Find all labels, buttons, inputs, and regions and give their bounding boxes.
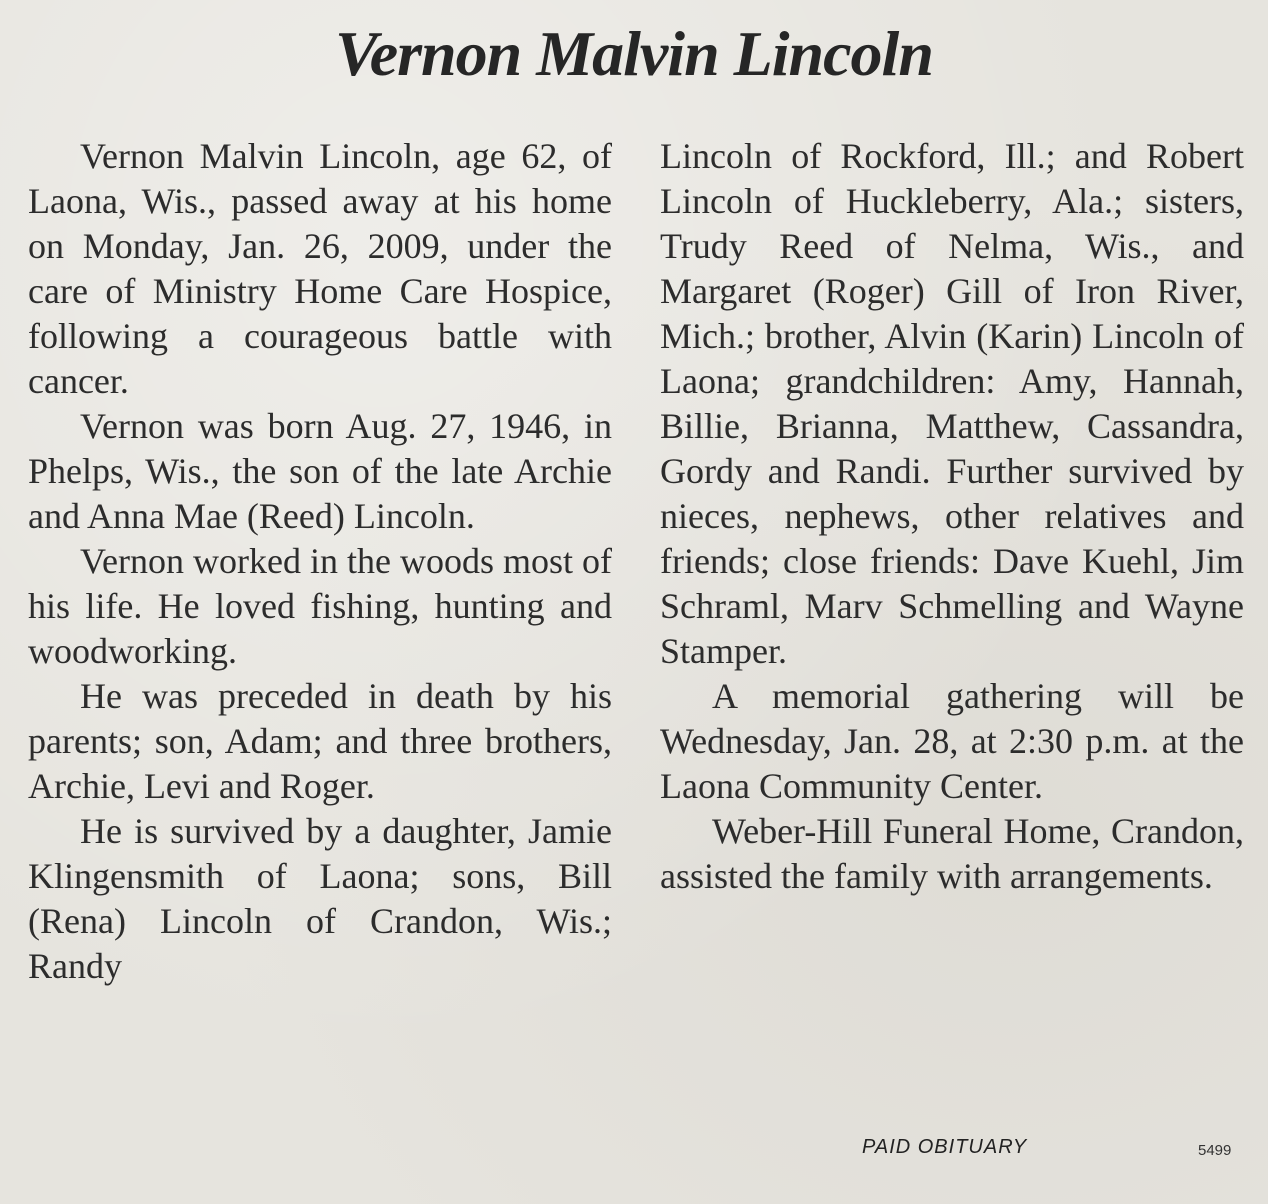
right-column [660, 134, 1244, 899]
paragraph-preceded: He was preceded in death by his parents; son, Adam; and three brothers, Archie, Levi and Roger. [28, 676, 612, 806]
paragraph-birth: Vernon was born Aug. 27, 1946, in Phelps, Wis., the son of the late Archie and Anna Mae (Reed) Lincoln. [28, 406, 612, 536]
paid-obituary-label: PAID OBITUARY [862, 1136, 1028, 1158]
ad-number: 5499 [1198, 1142, 1232, 1159]
obituary-title: Vernon Malvin Lincoln [335, 18, 933, 89]
left-column [28, 134, 612, 989]
paragraph-survivors-cont: Lincoln of Rockford, Ill.; and Robert Lincoln of Huckleberry, Ala.; sisters, Trudy Reed of Nelma, Wis., and Margaret (Roger) Gill of Iron River, Mich.; brother, Alvin (Karin) Lincoln of Laona; grandchildren: Amy, Hannah, Billie, Brianna, Matthew, Cassandra, Gordy and Randi. Further survived by nieces, nephews, other relatives and friends; close friends: Dave Kuehl, Jim Schraml, Marv Schmelling and Wayne Stamper. [660, 136, 1244, 671]
paragraph-life: Vernon worked in the woods most of his life. He loved fishing, hunting and woodworking. [28, 541, 612, 671]
paragraph-death-notice: Vernon Malvin Lincoln, age 62, of Laona, Wis., passed away at his home on Monday, Jan. 26, 2009, under the care of Ministry Home Care Hospice, following a courageous battle with cancer. [28, 136, 612, 401]
paragraph-memorial: A memorial gathering will be Wednesday, Jan. 28, at 2:30 p.m. at the Laona Community Center. [660, 676, 1244, 806]
paragraph-survived: He is survived by a daughter, Jamie Klingensmith of Laona; sons, Bill (Rena) Lincoln of Crandon, Wis.; Randy [28, 811, 612, 986]
paragraph-funeral-home: Weber-Hill Funeral Home, Crandon, assisted the family with arrangements. [660, 811, 1244, 896]
